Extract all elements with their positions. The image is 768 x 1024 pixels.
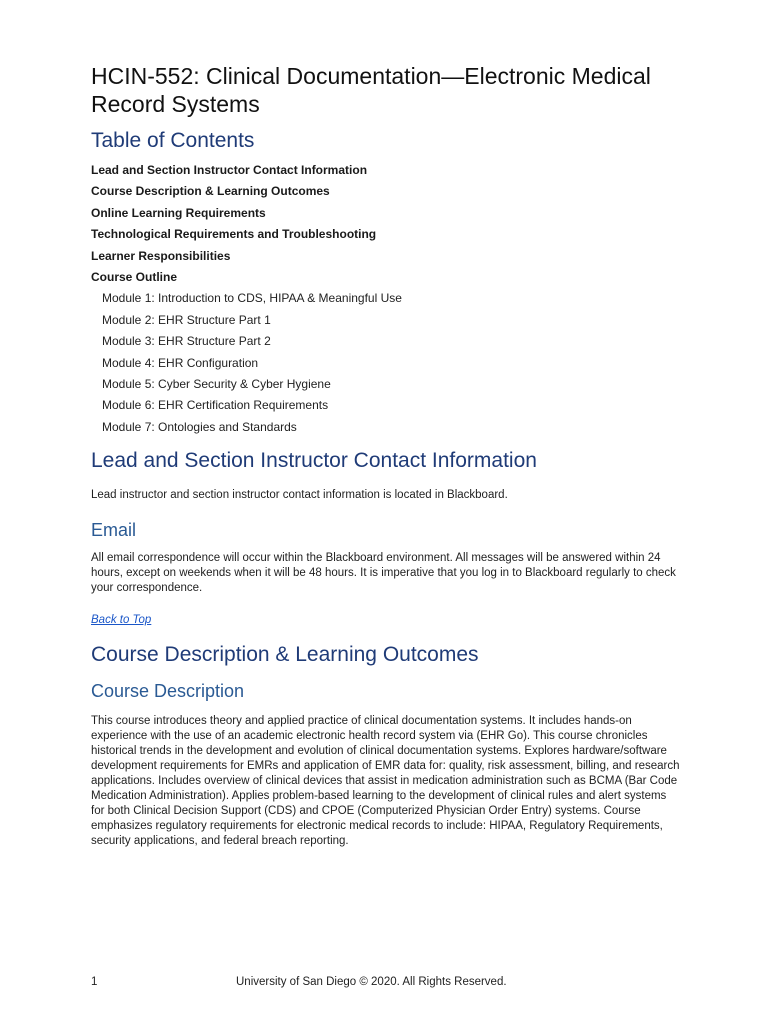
back-to-top-container: [91, 610, 681, 628]
course-description-heading: Course Description: [91, 681, 245, 702]
toc-module-5[interactable]: Module 5: Cyber Security & Cyber Hygiene: [102, 377, 331, 392]
contact-section-text: Lead instructor and section instructor contact information is located in Blackboard.: [91, 489, 508, 502]
email-heading: Email: [91, 520, 137, 541]
course-description-text: This course introduces theory and applied practice of clinical documentation systems. It includes hands-on experience with the use of an academic electronic health record system via (EHR Go). This course chronicles historical trends in the development and evolution of clinical documentation systems. Explores hardware/software development requirements for EMRs and application of EMR data for: quality, risk assessment, billing, and research applications. Includes overview of clinical devices that assist in medication administration such as BCMA (Bar Code Medication Administration). Applies problem-based learning to the development of clinical rules and alert systems for both Clinical Decision Support (CDS) and CPOE (Computerized Physician Order Entry) systems. Course emphasizes regulatory requirements for electronic medical records to include: HIPAA, Regulatory Requirements, security applications, and federal breach reporting.: [91, 715, 680, 848]
toc-item-tech-requirements[interactable]: Technological Requirements and Troubleshooting: [91, 227, 377, 242]
toc-item-course-outline[interactable]: Course Outline: [91, 270, 178, 285]
toc-item-online-learning[interactable]: Online Learning Requirements: [91, 205, 266, 220]
document-page: [91, 62, 681, 849]
toc-item-learner-responsibilities[interactable]: Learner Responsibilities: [91, 248, 231, 263]
toc-module-4[interactable]: Module 4: EHR Configuration: [102, 355, 259, 370]
back-to-top-link[interactable]: Back to Top: [91, 614, 152, 627]
toc-heading: Table of Contents: [91, 129, 255, 152]
toc-module-6[interactable]: Module 6: EHR Certification Requirements: [102, 398, 329, 413]
email-text: All email correspondence will occur within the Blackboard environment. All messages will be answered within 24 hours, except on weekends when it will be 48 hours. It is imperative that you log in to Blackboard regularly to check your correspondence.: [91, 552, 676, 595]
table-of-contents: [91, 160, 681, 438]
page-number: 1: [91, 976, 98, 988]
document-title: HCIN-552: Clinical Documentation—Electronic Medical Record Systems: [91, 63, 651, 117]
toc-module-7[interactable]: Module 7: Ontologies and Standards: [102, 419, 297, 434]
toc-module-3[interactable]: Module 3: EHR Structure Part 2: [102, 334, 271, 349]
toc-item-course-description[interactable]: Course Description & Learning Outcomes: [91, 184, 330, 199]
course-section-heading: Course Description & Learning Outcomes: [91, 643, 479, 667]
toc-module-1[interactable]: Module 1: Introduction to CDS, HIPAA & Meaningful Use: [102, 291, 402, 306]
toc-module-2[interactable]: Module 2: EHR Structure Part 1: [102, 312, 271, 327]
toc-item-contact-info[interactable]: Lead and Section Instructor Contact Information: [91, 163, 368, 177]
copyright-notice: University of San Diego © 2020. All Rights Reserved.: [236, 976, 507, 988]
contact-section-heading: Lead and Section Instructor Contact Information: [91, 449, 537, 473]
